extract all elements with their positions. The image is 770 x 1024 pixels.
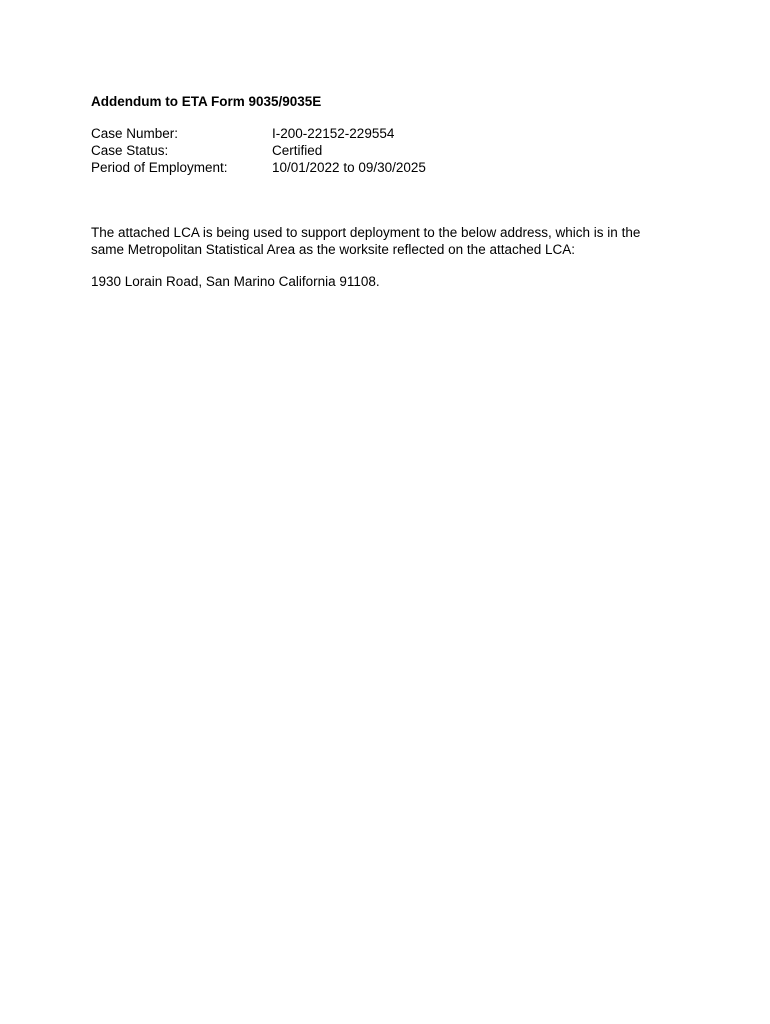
employment-period-row bbox=[91, 159, 651, 176]
deployment-paragraph: The attached LCA is being used to support deployment to the below address, which is in the same Metropolitan Statistical Area as the worksite reflected on the attached LCA: bbox=[91, 225, 641, 257]
case-details bbox=[91, 125, 651, 176]
case-number-row bbox=[91, 125, 651, 142]
employment-period-label: Period of Employment: bbox=[91, 160, 228, 175]
employment-period-value: 10/01/2022 to 09/30/2025 bbox=[272, 160, 426, 175]
worksite-address: 1930 Lorain Road, San Marino California 91108. bbox=[91, 274, 380, 289]
document-title: Addendum to ETA Form 9035/9035E bbox=[91, 94, 322, 109]
case-status-label: Case Status: bbox=[91, 143, 169, 158]
case-number-value: I-200-22152-229554 bbox=[272, 126, 395, 141]
case-status-value: Certified bbox=[272, 143, 323, 158]
case-number-label: Case Number: bbox=[91, 126, 179, 141]
case-status-row bbox=[91, 142, 651, 159]
